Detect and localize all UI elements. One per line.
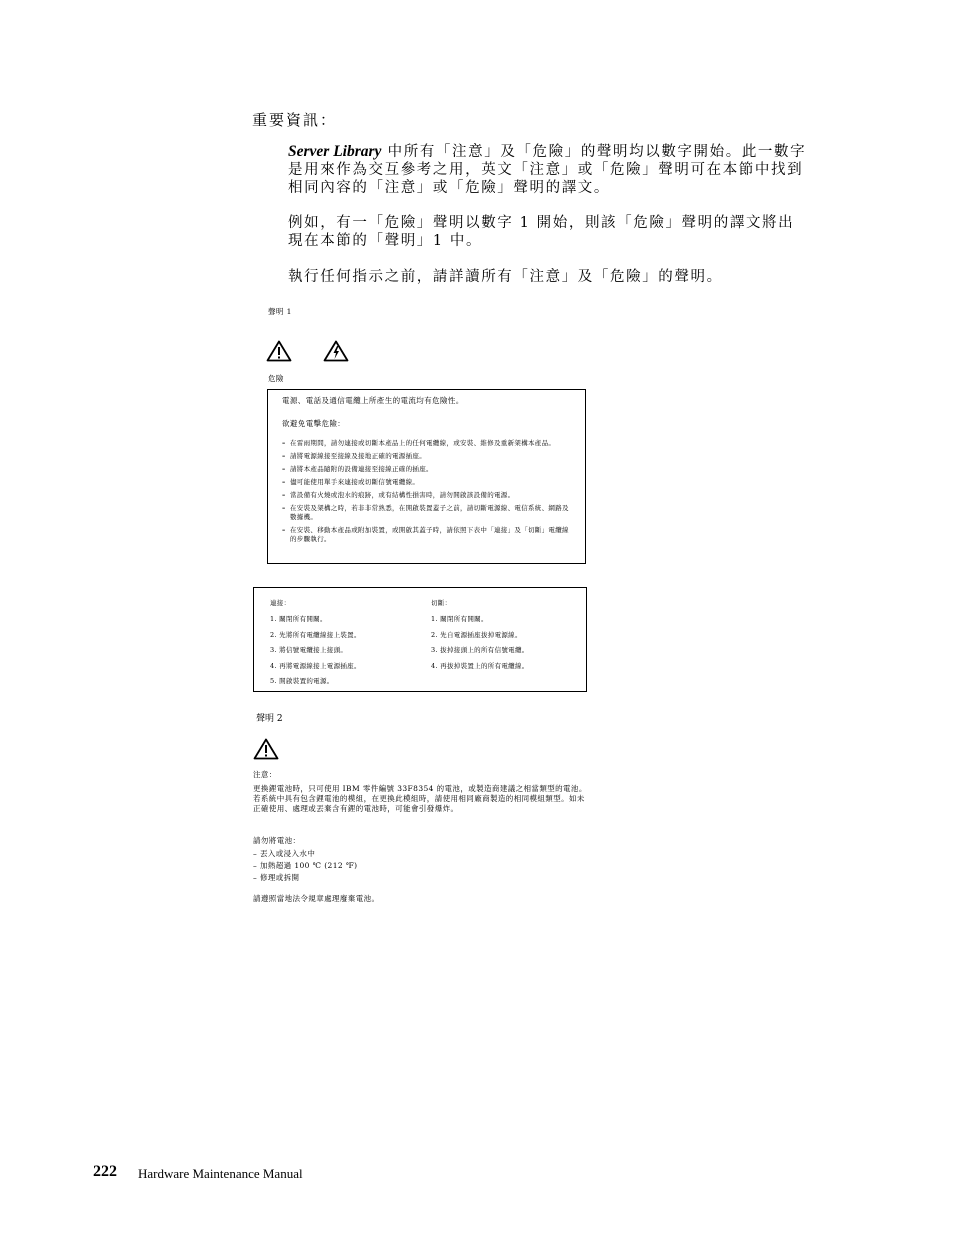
danger-avoid-heading: 欲避免電擊危險：	[282, 419, 346, 428]
battery-disposal-text: 請遵照當地法令規章處理廢棄電池。	[253, 894, 380, 903]
statement-1-label: 聲明 1	[268, 307, 292, 316]
list-item: – 在安裝及架構之時，若非非常熟悉，在開啟裝置蓋子之前，請切斷電源線、電信系統、網路及數據機。	[282, 504, 573, 522]
battery-caution-text: 更換鋰電池時，只可使用 IBM 零件編號 33F8354 的電池，或製造商建議之相當類型的電池。若系統中具有包含鋰電池的模組，在更換此模組時，請使用相同廠商製造的相同模組類型。如未正確使用、處理或丟棄含有鋰的電池時，可能會引發爆炸。	[253, 784, 587, 813]
danger-label: 危險	[268, 374, 284, 383]
example-paragraph: 例如，有一「危險」聲明以數字 1 開始，則該「危險」聲明的譯文將出現在本節的「聲明」1 中。	[288, 215, 795, 249]
disconnect-steps	[431, 615, 581, 677]
caution-label: 注意：	[253, 770, 277, 779]
list-item: 4. 再拔掉裝置上的所有電纜線。	[431, 661, 529, 670]
list-item: – 請將電源線接至接線及接地正確的電源插座。	[282, 452, 573, 461]
manual-title: Hardware Maintenance Manual	[138, 1166, 303, 1181]
danger-intro: 電源、電話及通信電纜上所產生的電流均有危險性。	[282, 396, 464, 405]
list-item: 3. 將信號電纜接上接頭。	[270, 646, 348, 654]
list-item: – 在安裝、移動本產品或附加裝置，或開啟其蓋子時，請依照下表中「連接」及「切斷」電纜線的步驟執行。	[282, 526, 573, 544]
page-heading: 重要資訊：	[252, 111, 338, 129]
server-library-name: Server Library	[288, 143, 382, 160]
list-item: – 請將本產品隨附的設備連接至接線正確的插座。	[282, 465, 573, 474]
caution-triangle-icon	[253, 738, 279, 764]
list-item: 4. 再將電源線接上電源插座。	[270, 661, 361, 670]
intro-paragraph	[288, 143, 808, 197]
list-item: 2. 先自電源插座拔掉電源線。	[431, 630, 522, 639]
disconnect-header: 切斷：	[431, 599, 452, 607]
connect-disconnect-table	[253, 587, 587, 692]
list-item: 1. 關閉所有開關。	[431, 615, 488, 623]
list-item: 2. 先將所有電纜線接上裝置。	[270, 630, 361, 639]
list-item: 1. 關閉所有開關。	[270, 615, 327, 623]
warning-triangle-icon	[266, 340, 292, 366]
list-item: – 儘可能使用單手來連接或切斷信號電纜線。	[282, 478, 573, 487]
electrical-hazard-icon	[323, 340, 349, 366]
danger-box	[267, 389, 586, 564]
page-number: 222	[93, 1163, 117, 1180]
list-item: – 在雷雨期間，請勿連接或切斷本產品上的任何電纜線，或安裝、維修及重新架構本產品。	[282, 439, 573, 448]
danger-list	[282, 439, 573, 544]
list-item: 5. 開啟裝置的電源。	[270, 677, 334, 685]
battery-do-not-heading: 請勿將電池：	[253, 836, 301, 845]
intro-paragraph-text: 中所有「注意」及「危險」的聲明均以數字開始。此一數字是用來作為交互參考之用，英文「注意」或「危險」聲明可在本節中找到相同內容的「注意」或「危險」聲明的譯文。	[288, 144, 807, 196]
list-item: – 加熱超過 100 ℃ (212 ℉)	[253, 860, 357, 872]
list-item: – 當設備有火燒或泡水的痕跡，或有結構性損害時，請勿開啟該設備的電源。	[282, 491, 573, 500]
instruction-paragraph: 執行任何指示之前，請詳讀所有「注意」及「危險」的聲明。	[288, 269, 723, 285]
list-item: 3. 拔掉接頭上的所有信號電纜。	[431, 646, 529, 654]
list-item: – 修理或拆開	[253, 872, 357, 884]
connect-steps	[270, 615, 420, 693]
connect-header: 連接：	[270, 599, 291, 607]
list-item: – 丟入或浸入水中	[253, 848, 357, 860]
battery-do-not-list	[253, 848, 357, 884]
statement-2-label: 聲明 2	[256, 714, 283, 724]
